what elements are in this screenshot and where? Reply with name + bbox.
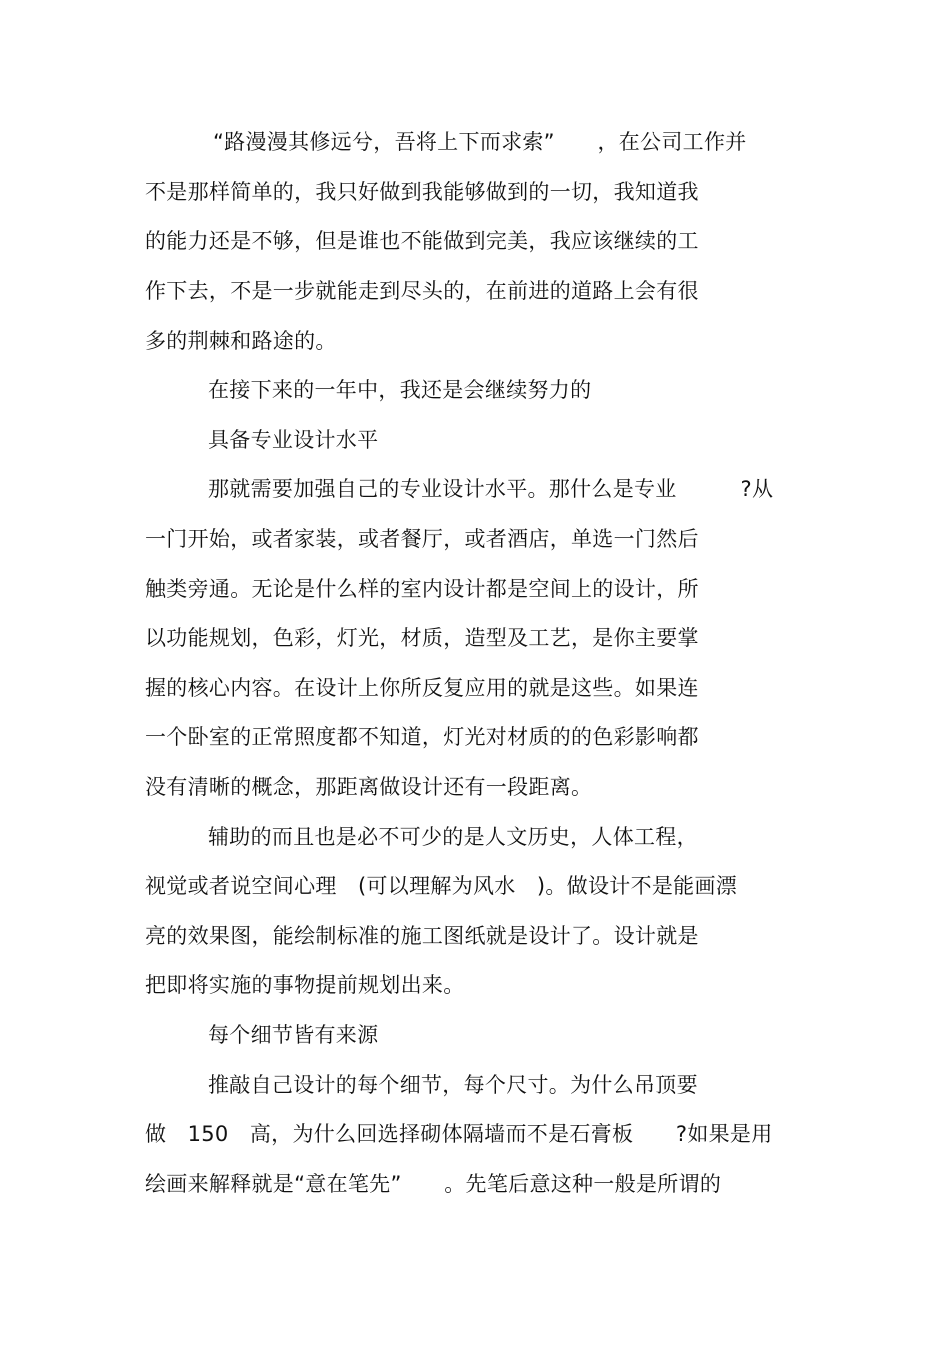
paragraph-line: 绘画来解释就是“意在笔先” 。先笔后意这种一般是所谓的 xyxy=(145,1172,722,1196)
section-heading: 每个细节皆有来源 xyxy=(208,1023,379,1047)
paragraph-line: 那就需要加强自己的专业设计水平。那什么是专业 ?从 xyxy=(208,477,774,501)
paragraph-line: 没有清晰的概念，那距离做设计还有一段距离。 xyxy=(145,775,593,799)
paragraph-line: 在接下来的一年中，我还是会继续努力的 xyxy=(208,378,592,402)
paragraph-line: 推敲自己设计的每个细节，每个尺寸。为什么吊顶要 xyxy=(208,1073,698,1097)
paragraph-line: 不是那样简单的，我只好做到我能够做到的一切，我知道我 xyxy=(145,180,699,204)
paragraph-line: 视觉或者说空间心理 (可以理解为风水 )。做设计不是能画漂 xyxy=(145,874,738,898)
paragraph-line: 亮的效果图，能绘制标准的施工图纸就是设计了。设计就是 xyxy=(145,924,699,948)
paragraph-line: 作下去，不是一步就能走到尽头的，在前进的道路上会有很 xyxy=(145,279,699,303)
paragraph-line: 做 150 高，为什么回选择砌体隔墙而不是石膏板 ?如果是用 xyxy=(145,1122,773,1146)
paragraph-line: 握的核心内容。在设计上你所反复应用的就是这些。如果连 xyxy=(145,676,699,700)
paragraph-line: 以功能规划，色彩，灯光，材质，造型及工艺，是你主要掌 xyxy=(145,626,699,650)
paragraph-line: 一个卧室的正常照度都不知道，灯光对材质的的色彩影响都 xyxy=(145,725,699,749)
paragraph-line: 触类旁通。无论是什么样的室内设计都是空间上的设计，所 xyxy=(145,577,699,601)
paragraph-line: 的能力还是不够，但是谁也不能做到完美，我应该继续的工 xyxy=(145,229,699,253)
paragraph-line: 多的荆棘和路途的。 xyxy=(145,329,337,353)
paragraph-line: “路漫漫其修远兮，吾将上下而求索” ，在公司工作并 xyxy=(213,130,747,154)
paragraph-line: 把即将实施的事物提前规划出来。 xyxy=(145,973,465,997)
paragraph-line: 一门开始，或者家装，或者餐厅，或者酒店，单选一门然后 xyxy=(145,527,699,551)
paragraph-line: 辅助的而且也是必不可少的是人文历史，人体工程， xyxy=(208,825,698,849)
section-heading: 具备专业设计水平 xyxy=(208,428,379,452)
